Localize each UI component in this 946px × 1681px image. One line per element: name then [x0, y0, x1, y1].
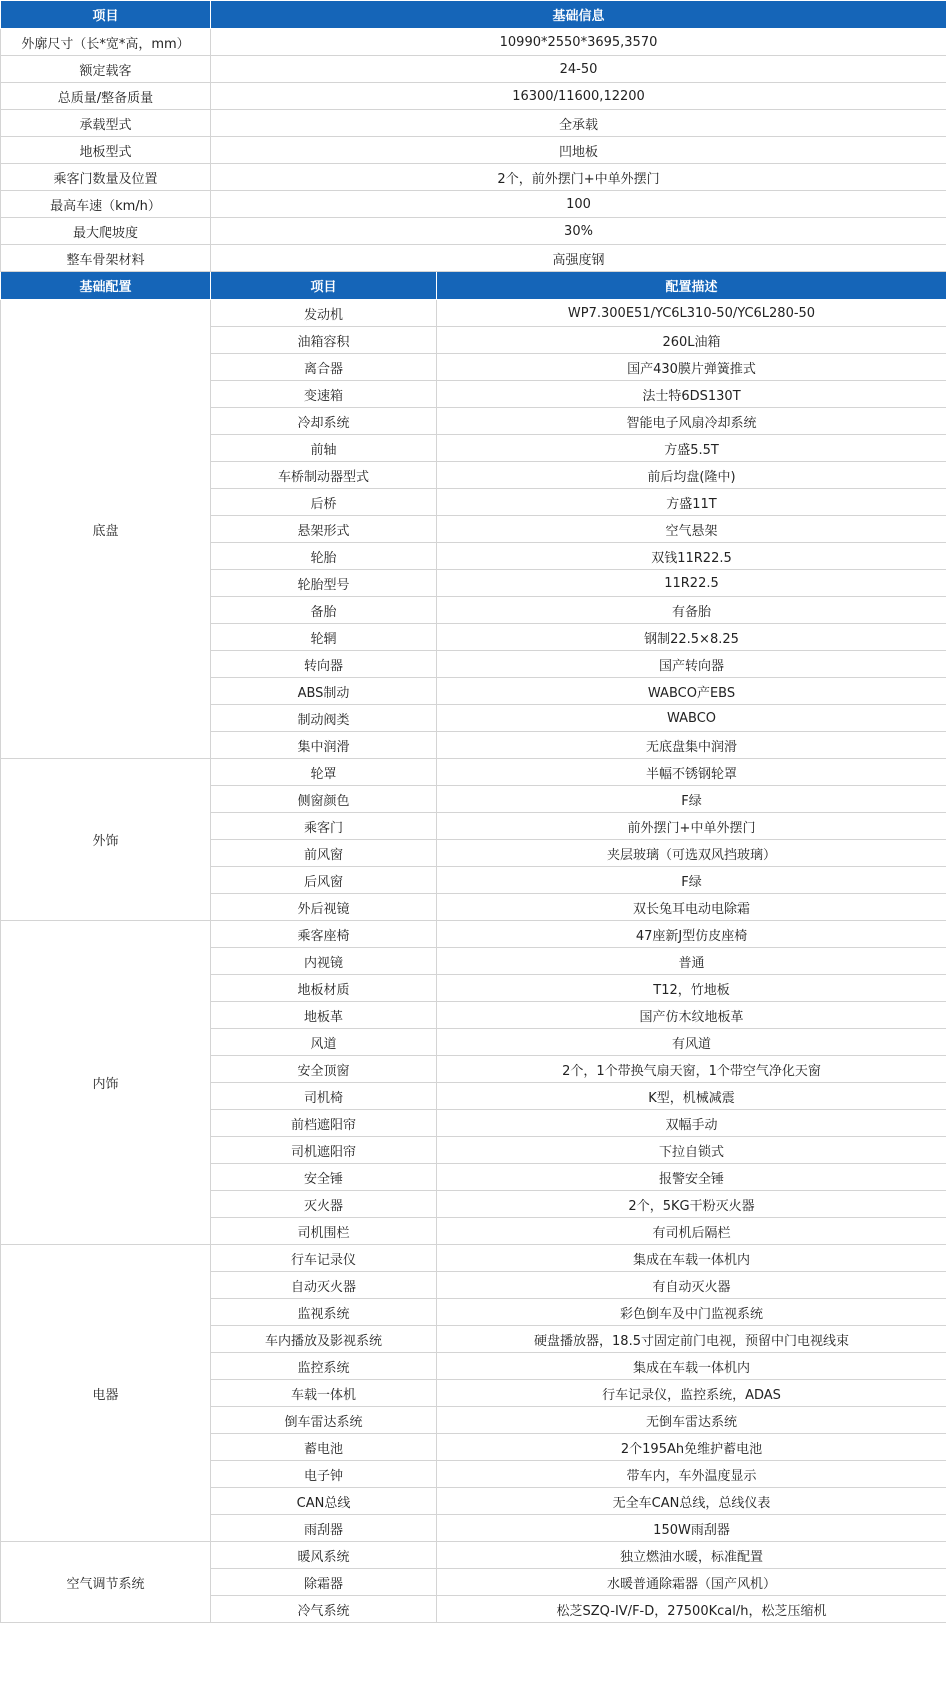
config-desc: 无倒车雷达系统: [437, 1407, 946, 1434]
config-item: 电子钟: [211, 1461, 437, 1488]
basic-row: [1, 83, 946, 110]
config-item: 后桥: [211, 489, 437, 516]
config-desc: 方盛11T: [437, 489, 946, 516]
config-item: 暖风系统: [211, 1542, 437, 1569]
config-item: 司机椅: [211, 1083, 437, 1110]
config-desc: 双钱11R22.5: [437, 543, 946, 570]
config-header-row: [1, 272, 946, 300]
config-item: 变速箱: [211, 381, 437, 408]
config-desc: WABCO产EBS: [437, 678, 946, 705]
config-item: 油箱容积: [211, 327, 437, 354]
basic-value: 全承载: [211, 110, 946, 137]
config-desc: 集成在车载一体机内: [437, 1353, 946, 1380]
config-desc: 空气悬架: [437, 516, 946, 543]
config-item: 集中润滑: [211, 732, 437, 759]
basic-header-row: [1, 1, 946, 29]
basic-row: [1, 191, 946, 218]
config-desc: T12，竹地板: [437, 975, 946, 1002]
basic-label: 总质量/整备质量: [1, 83, 211, 110]
config-desc: 普通: [437, 948, 946, 975]
config-item: 监视系统: [211, 1299, 437, 1326]
config-item: 备胎: [211, 597, 437, 624]
config-header-desc: 配置描述: [437, 272, 946, 300]
basic-value: 16300/11600,12200: [211, 83, 946, 110]
config-desc: 260L油箱: [437, 327, 946, 354]
basic-label: 地板型式: [1, 137, 211, 164]
config-desc: 双长兔耳电动电除霜: [437, 894, 946, 921]
basic-row: [1, 137, 946, 164]
basic-value: 24-50: [211, 56, 946, 83]
config-item: 制动阀类: [211, 705, 437, 732]
basic-row: [1, 164, 946, 191]
config-desc: 150W雨刮器: [437, 1515, 946, 1542]
config-row: [1, 759, 946, 786]
config-item: 安全锤: [211, 1164, 437, 1191]
basic-header-item: 项目: [1, 1, 211, 29]
config-row: [1, 1542, 946, 1569]
config-desc: WP7.300E51/YC6L310-50/YC6L280-50: [437, 300, 946, 327]
config-item: 轮罩: [211, 759, 437, 786]
config-desc: 下拉自锁式: [437, 1137, 946, 1164]
config-item: 倒车雷达系统: [211, 1407, 437, 1434]
config-desc: 智能电子风扇冷却系统: [437, 408, 946, 435]
config-item: 外后视镜: [211, 894, 437, 921]
basic-label: 额定载客: [1, 56, 211, 83]
config-item: 雨刮器: [211, 1515, 437, 1542]
config-item: 乘客门: [211, 813, 437, 840]
config-item: ABS制动: [211, 678, 437, 705]
config-item: 行车记录仪: [211, 1245, 437, 1272]
config-desc: 无全车CAN总线，总线仪表: [437, 1488, 946, 1515]
config-desc: 报警安全锤: [437, 1164, 946, 1191]
config-desc: 有自动灭火器: [437, 1272, 946, 1299]
config-item: 内视镜: [211, 948, 437, 975]
config-item: 蓄电池: [211, 1434, 437, 1461]
config-desc: 国产转向器: [437, 651, 946, 678]
config-desc: 无底盘集中润滑: [437, 732, 946, 759]
basic-row: [1, 29, 946, 56]
config-item: 前档遮阳帘: [211, 1110, 437, 1137]
config-desc: 有司机后隔栏: [437, 1218, 946, 1245]
config-item: 轮辋: [211, 624, 437, 651]
config-item: 轮胎: [211, 543, 437, 570]
basic-value: 100: [211, 191, 946, 218]
basic-value: 高强度钢: [211, 245, 946, 272]
config-desc: 带车内，车外温度显示: [437, 1461, 946, 1488]
config-item: 车内播放及影视系统: [211, 1326, 437, 1353]
basic-label: 乘客门数量及位置: [1, 164, 211, 191]
config-item: CAN总线: [211, 1488, 437, 1515]
config-desc: 松芝SZQ-IV/F-D，27500Kcal/h，松芝压缩机: [437, 1596, 946, 1623]
config-desc: 有风道: [437, 1029, 946, 1056]
spec-table-body: [1, 1, 946, 1623]
config-row: [1, 300, 946, 327]
config-desc: K型，机械减震: [437, 1083, 946, 1110]
config-desc: 双幅手动: [437, 1110, 946, 1137]
basic-row: [1, 56, 946, 83]
config-item: 转向器: [211, 651, 437, 678]
config-desc: 硬盘播放器，18.5寸固定前门电视，预留中门电视线束: [437, 1326, 946, 1353]
basic-label: 整车骨架材料: [1, 245, 211, 272]
config-item: 车载一体机: [211, 1380, 437, 1407]
basic-value: 凹地板: [211, 137, 946, 164]
config-desc: 夹层玻璃（可选双风挡玻璃）: [437, 840, 946, 867]
config-desc: 钢制22.5×8.25: [437, 624, 946, 651]
config-desc: 方盛5.5T: [437, 435, 946, 462]
config-item: 乘客座椅: [211, 921, 437, 948]
basic-row: [1, 218, 946, 245]
config-desc: F绿: [437, 786, 946, 813]
group-name: 内饰: [1, 921, 211, 1245]
config-row: [1, 1245, 946, 1272]
config-item: 前风窗: [211, 840, 437, 867]
config-desc: 国产仿木纹地板革: [437, 1002, 946, 1029]
config-item: 车桥制动器型式: [211, 462, 437, 489]
config-item: 冷气系统: [211, 1596, 437, 1623]
group-name: 空气调节系统: [1, 1542, 211, 1623]
config-desc: 半幅不锈钢轮罩: [437, 759, 946, 786]
basic-value: 10990*2550*3695,3570: [211, 29, 946, 56]
basic-label: 外廓尺寸（长*宽*高，mm）: [1, 29, 211, 56]
config-header-group: 基础配置: [1, 272, 211, 300]
config-desc: F绿: [437, 867, 946, 894]
config-desc: 水暖普通除霜器（国产风机）: [437, 1569, 946, 1596]
config-item: 自动灭火器: [211, 1272, 437, 1299]
config-desc: WABCO: [437, 705, 946, 732]
config-desc: 前外摆门+中单外摆门: [437, 813, 946, 840]
config-desc: 法士特6DS130T: [437, 381, 946, 408]
config-item: 灭火器: [211, 1191, 437, 1218]
config-desc: 前后均盘(隆中): [437, 462, 946, 489]
config-desc: 2个，1个带换气扇天窗，1个带空气净化天窗: [437, 1056, 946, 1083]
config-item: 后风窗: [211, 867, 437, 894]
basic-value: 2个，前外摆门+中单外摆门: [211, 164, 946, 191]
config-item: 除霜器: [211, 1569, 437, 1596]
config-desc: 独立燃油水暖，标准配置: [437, 1542, 946, 1569]
config-header-item: 项目: [211, 272, 437, 300]
config-item: 风道: [211, 1029, 437, 1056]
basic-value: 30%: [211, 218, 946, 245]
config-desc: 47座新J型仿皮座椅: [437, 921, 946, 948]
config-item: 地板革: [211, 1002, 437, 1029]
config-item: 侧窗颜色: [211, 786, 437, 813]
config-desc: 国产430膜片弹簧推式: [437, 354, 946, 381]
group-name: 电器: [1, 1245, 211, 1542]
config-row: [1, 921, 946, 948]
basic-label: 承载型式: [1, 110, 211, 137]
basic-header-info: 基础信息: [211, 1, 946, 29]
config-desc: 彩色倒车及中门监视系统: [437, 1299, 946, 1326]
basic-label: 最高车速（km/h）: [1, 191, 211, 218]
basic-row: [1, 245, 946, 272]
config-item: 轮胎型号: [211, 570, 437, 597]
config-item: 监控系统: [211, 1353, 437, 1380]
config-item: 安全顶窗: [211, 1056, 437, 1083]
config-desc: 有备胎: [437, 597, 946, 624]
config-desc: 行车记录仪，监控系统，ADAS: [437, 1380, 946, 1407]
config-desc: 集成在车载一体机内: [437, 1245, 946, 1272]
config-item: 悬架形式: [211, 516, 437, 543]
config-desc: 2个，5KG干粉灭火器: [437, 1191, 946, 1218]
config-item: 司机遮阳帘: [211, 1137, 437, 1164]
config-item: 司机围栏: [211, 1218, 437, 1245]
group-name: 外饰: [1, 759, 211, 921]
config-item: 冷却系统: [211, 408, 437, 435]
config-item: 发动机: [211, 300, 437, 327]
config-item: 地板材质: [211, 975, 437, 1002]
config-item: 前轴: [211, 435, 437, 462]
config-item: 离合器: [211, 354, 437, 381]
basic-row: [1, 110, 946, 137]
basic-label: 最大爬坡度: [1, 218, 211, 245]
group-name: 底盘: [1, 300, 211, 759]
config-desc: 2个195Ah免维护蓄电池: [437, 1434, 946, 1461]
config-desc: 11R22.5: [437, 570, 946, 597]
